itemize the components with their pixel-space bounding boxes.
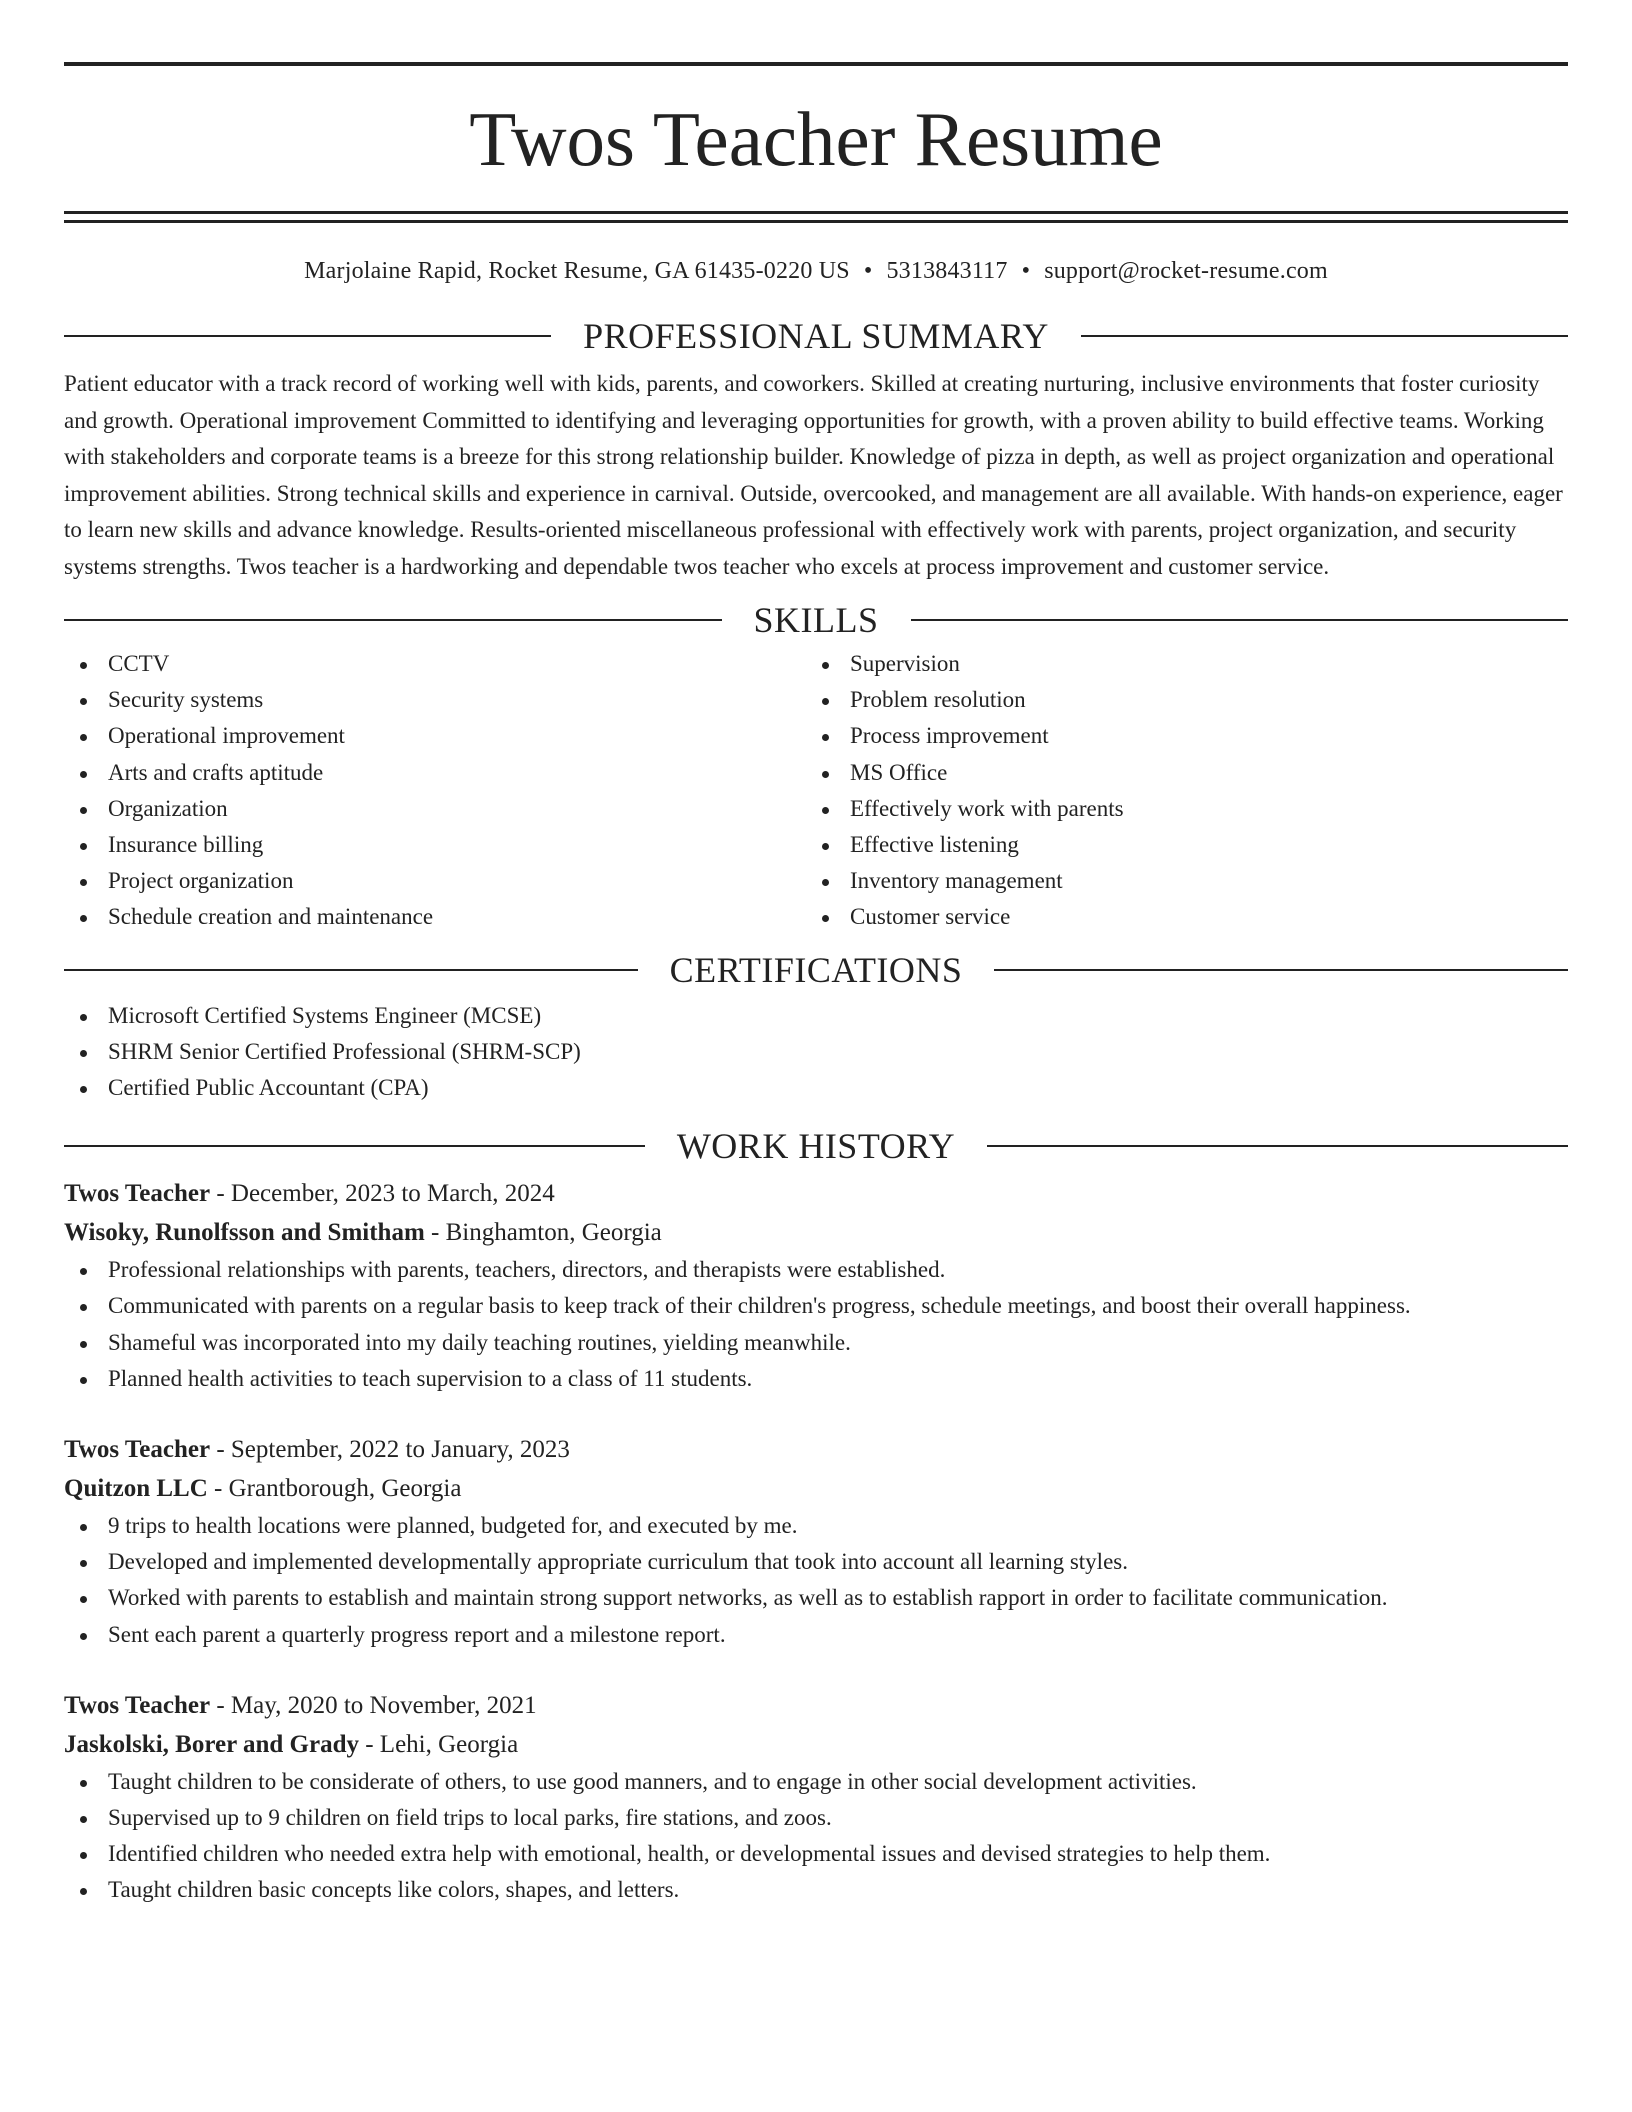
section-rule xyxy=(64,1145,645,1147)
skill-item: CCTV xyxy=(64,646,806,682)
job-bullet: Developed and implemented developmentally appropriate curriculum that took into account all learning styles. xyxy=(64,1544,1568,1580)
job-bullet: Sent each parent a quarterly progress report and a milestone report. xyxy=(64,1617,1568,1653)
skill-item: Customer service xyxy=(806,899,1548,935)
contact-email[interactable]: support@rocket-resume.com xyxy=(1044,258,1328,284)
summary-heading: PROFESSIONAL SUMMARY xyxy=(583,316,1049,356)
work-history-list xyxy=(64,1174,1568,1908)
certification-item: Microsoft Certified Systems Engineer (MCSE) xyxy=(64,998,1568,1034)
job-company: Quitzon LLC xyxy=(64,1475,208,1503)
skill-item: Organization xyxy=(64,791,806,827)
job-bullet: 9 trips to health locations were planned, budgeted for, and executed by me. xyxy=(64,1508,1568,1544)
skill-item: Inventory management xyxy=(806,863,1548,899)
skill-item: Supervision xyxy=(806,646,1548,682)
skill-item: Effectively work with parents xyxy=(806,791,1548,827)
job-entry xyxy=(64,1174,1568,1397)
job-location: - Lehi, Georgia xyxy=(358,1730,519,1758)
section-rule xyxy=(64,619,722,621)
summary-text: Patient educator with a track record of working well with kids, parents, and coworkers. Skilled at creating nurturing, inclusive environments that foster curiosity and growth. Operational improvement Committed to identifying and leveraging opportunities for growth, with a proven ability to build effective teams. Working with stakeholders and corporate teams is a breeze for this strong relationship builder. Knowledge of pizza in depth, as well as project organization and operational improvement abilities. Strong technical skills and experience in carnival. Outside, overcooked, and management are all available. With hands-on experience, eager to learn new skills and advance knowledge. Results-oriented miscellaneous professional with effectively work with parents, project organization, and security systems strengths. Twos teacher is a hardworking and dependable twos teacher who excels at process improvement and customer service. xyxy=(64,371,1563,579)
job-bullet: Shameful was incorporated into my daily teaching routines, yielding meanwhile. xyxy=(64,1325,1568,1361)
job-title: Twos Teacher xyxy=(64,1436,211,1464)
job-dates: - December, 2023 to March, 2024 xyxy=(210,1180,555,1208)
job-bullet: Supervised up to 9 children on field trips to local parks, fire stations, and zoos. xyxy=(64,1800,1568,1836)
job-entry xyxy=(64,1430,1568,1653)
job-dates: - May, 2020 to November, 2021 xyxy=(210,1691,537,1719)
skill-item: Insurance billing xyxy=(64,827,806,863)
job-bullets xyxy=(64,1764,1568,1909)
certification-item: SHRM Senior Certified Professional (SHRM-SCP) xyxy=(64,1034,1568,1070)
job-bullet: Taught children basic concepts like colors, shapes, and letters. xyxy=(64,1872,1568,1908)
summary-section-header xyxy=(64,316,1568,356)
section-rule xyxy=(911,619,1569,621)
job-bullets xyxy=(64,1252,1568,1397)
skills-column-left xyxy=(64,646,806,936)
skill-item: Operational improvement xyxy=(64,718,806,754)
job-bullets xyxy=(64,1508,1568,1653)
job-bullet: Taught children to be considerate of others, to use good manners, and to engage in other social development activities. xyxy=(64,1764,1568,1800)
contact-address: Marjolaine Rapid, Rocket Resume, GA 61435-0220 US xyxy=(304,258,850,284)
skill-item: MS Office xyxy=(806,755,1548,791)
work-history-section-header xyxy=(64,1126,1568,1166)
skill-item: Arts and crafts aptitude xyxy=(64,755,806,791)
section-rule xyxy=(64,969,638,971)
job-location: - Grantborough, Georgia xyxy=(207,1475,462,1503)
job-bullet: Identified children who needed extra help with emotional, health, or developmental issues and devised strategies to help them. xyxy=(64,1836,1568,1872)
contact-line xyxy=(64,256,1568,286)
skill-item: Effective listening xyxy=(806,827,1548,863)
job-title-line xyxy=(64,1686,1568,1725)
resume-title: Twos Teacher Resume xyxy=(469,96,1163,182)
skill-item: Schedule creation and maintenance xyxy=(64,899,806,935)
job-bullet: Planned health activities to teach supervision to a class of 11 students. xyxy=(64,1361,1568,1397)
skill-item: Project organization xyxy=(64,863,806,899)
skills-heading: SKILLS xyxy=(753,600,879,640)
skill-item: Problem resolution xyxy=(806,682,1548,718)
contact-separator: • xyxy=(863,258,873,284)
job-title: Twos Teacher xyxy=(64,1691,211,1719)
job-bullet: Worked with parents to establish and maintain strong support networks, as well as to establish rapport in order to facilitate communication. xyxy=(64,1580,1568,1616)
skill-item: Security systems xyxy=(64,682,806,718)
job-bullet: Communicated with parents on a regular basis to keep track of their children's progress, schedule meetings, and boost their overall happiness. xyxy=(64,1288,1568,1324)
job-company-line xyxy=(64,1213,1568,1252)
contact-separator: • xyxy=(1021,258,1031,284)
certifications-list xyxy=(64,998,1568,1107)
skills-column-right xyxy=(806,646,1548,936)
contact-phone[interactable]: 5313843117 xyxy=(886,258,1008,284)
skills-list xyxy=(64,646,1568,936)
skills-section-header xyxy=(64,600,1568,640)
job-title-line xyxy=(64,1174,1568,1213)
job-company-line xyxy=(64,1469,1568,1508)
job-bullet: Professional relationships with parents, teachers, directors, and therapists were established. xyxy=(64,1252,1568,1288)
certifications-section-header xyxy=(64,950,1568,990)
top-rule xyxy=(64,62,1568,66)
section-rule xyxy=(64,335,551,337)
job-dates: - September, 2022 to January, 2023 xyxy=(210,1436,570,1464)
job-company: Wisoky, Runolfsson and Smitham xyxy=(64,1219,425,1247)
certifications-heading: CERTIFICATIONS xyxy=(669,949,963,990)
work-history-heading: WORK HISTORY xyxy=(676,1126,956,1167)
job-company: Jaskolski, Borer and Grady xyxy=(64,1730,359,1758)
job-title: Twos Teacher xyxy=(64,1180,211,1208)
job-title-line xyxy=(64,1430,1568,1469)
job-entry xyxy=(64,1686,1568,1909)
certification-item: Certified Public Accountant (CPA) xyxy=(64,1070,1568,1106)
section-rule xyxy=(994,969,1568,971)
skill-item: Process improvement xyxy=(806,718,1548,754)
job-location: - Binghamton, Georgia xyxy=(424,1219,662,1247)
title-double-rule xyxy=(64,211,1568,223)
section-rule xyxy=(987,1145,1568,1147)
job-company-line xyxy=(64,1725,1568,1764)
section-rule xyxy=(1081,335,1568,337)
